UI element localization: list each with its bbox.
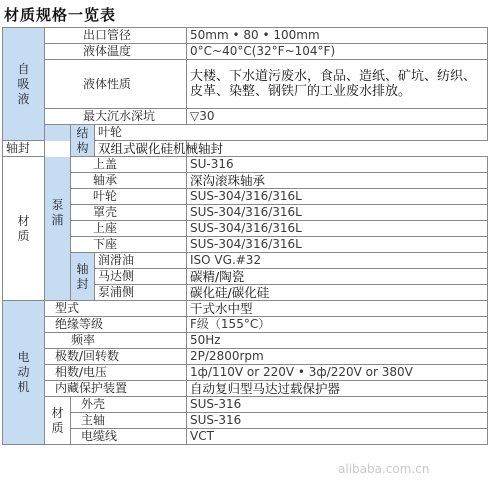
row-value: 50mm • 80 • 100mm <box>187 28 488 44</box>
row-value: SUS-316 <box>187 397 488 413</box>
row-label: 润滑油 <box>95 253 187 269</box>
row-value: 0°C~40°C(32°F~104°F) <box>187 44 488 60</box>
spec-table <box>2 27 488 445</box>
row-value: SUS-304/316/316L <box>187 221 488 237</box>
page-title: 材质规格一览表 <box>4 6 117 24</box>
row-value: 50Hz <box>187 333 488 349</box>
row-value: ▽30 <box>187 109 488 125</box>
row-label: 上盖 <box>71 157 187 173</box>
row-value: 深沟滚珠轴承 <box>187 173 488 189</box>
table-row <box>3 253 488 269</box>
row-label: 上座 <box>71 221 187 237</box>
row-label: 最大沉水深坑 <box>45 109 187 125</box>
row-value: SUS-304/316/316L <box>187 205 488 221</box>
row-label: 出口管径 <box>45 28 187 44</box>
row-value: 干式水中型 <box>187 301 488 317</box>
subsection-label-seal: 轴封 <box>71 253 95 301</box>
table-row <box>3 317 488 333</box>
section-label-suction: 自吸液 <box>3 28 45 141</box>
row-value: SU-316 <box>187 157 488 173</box>
subsection-label-structure: 结构 <box>71 125 95 157</box>
row-label: 液体温度 <box>45 44 187 60</box>
row-label: 下座 <box>71 237 187 253</box>
row-label: 外壳 <box>71 397 187 413</box>
row-value: 自动复归型马达过载保护器 <box>187 381 488 397</box>
row-value: 2P/2800rpm <box>187 349 488 365</box>
row-value: 双组式碳化硅机械轴封 <box>95 141 187 157</box>
row-label: 电缆线 <box>71 429 187 445</box>
row-label: 马达侧 <box>95 269 187 285</box>
row-label: 内藏保护装置 <box>45 381 187 397</box>
table-row <box>3 397 488 413</box>
row-value: ISO VG.#32 <box>187 253 488 269</box>
table-row <box>3 365 488 381</box>
section-label-pump: 泵浦 <box>45 125 71 301</box>
row-label: 轴封 <box>3 141 71 157</box>
row-value: SUS-304/316/316L <box>187 189 488 205</box>
table-row <box>3 60 488 109</box>
table-row <box>3 28 488 44</box>
row-label: 相数/电压 <box>45 365 187 381</box>
table-row <box>3 109 488 125</box>
row-value: SUS-316 <box>187 413 488 429</box>
row-label: 极数/回转数 <box>45 349 187 365</box>
row-label: 叶轮 <box>95 125 488 141</box>
table-row <box>3 333 488 349</box>
row-value: 大楼、下水道污废水，食品、造纸、矿坑、纺织、皮革、染整、钢铁厂的工业废水排放。 <box>187 60 488 109</box>
row-value: 碳化硅/碳化硅 <box>187 285 488 301</box>
subsection-label-pump-material: 材质 <box>3 157 45 301</box>
table-row <box>3 237 488 253</box>
table-row <box>3 189 488 205</box>
table-row <box>3 44 488 60</box>
table-row <box>3 349 488 365</box>
table-row <box>3 125 488 141</box>
row-value: 1ф/110V or 220V • 3ф/220V or 380V <box>187 365 488 381</box>
table-row <box>3 157 488 173</box>
table-row <box>3 205 488 221</box>
row-label: 型式 <box>45 301 187 317</box>
table-row <box>3 173 488 189</box>
table-row <box>3 301 488 317</box>
row-label: 液体性质 <box>45 60 187 109</box>
row-label: 罩壳 <box>71 205 187 221</box>
row-value: SUS-304/316/316L <box>187 237 488 253</box>
row-value: VCT <box>187 429 488 445</box>
row-label: 绝缘等级 <box>45 317 187 333</box>
row-label: 叶轮 <box>71 189 187 205</box>
section-label-motor: 电动机 <box>3 301 45 445</box>
subsection-label-motor-material: 材质 <box>45 397 71 445</box>
row-value: 碳精/陶瓷 <box>187 269 488 285</box>
row-value: F级（155°C） <box>187 317 488 333</box>
row-label: 频率 <box>45 333 187 349</box>
row-label: 主轴 <box>71 413 187 429</box>
table-row <box>3 413 488 429</box>
table-row <box>3 429 488 445</box>
table-row <box>3 381 488 397</box>
watermark: alibaba.com.cn <box>338 462 430 476</box>
table-row <box>3 221 488 237</box>
row-label: 轴承 <box>71 173 187 189</box>
row-label: 泵浦侧 <box>95 285 187 301</box>
